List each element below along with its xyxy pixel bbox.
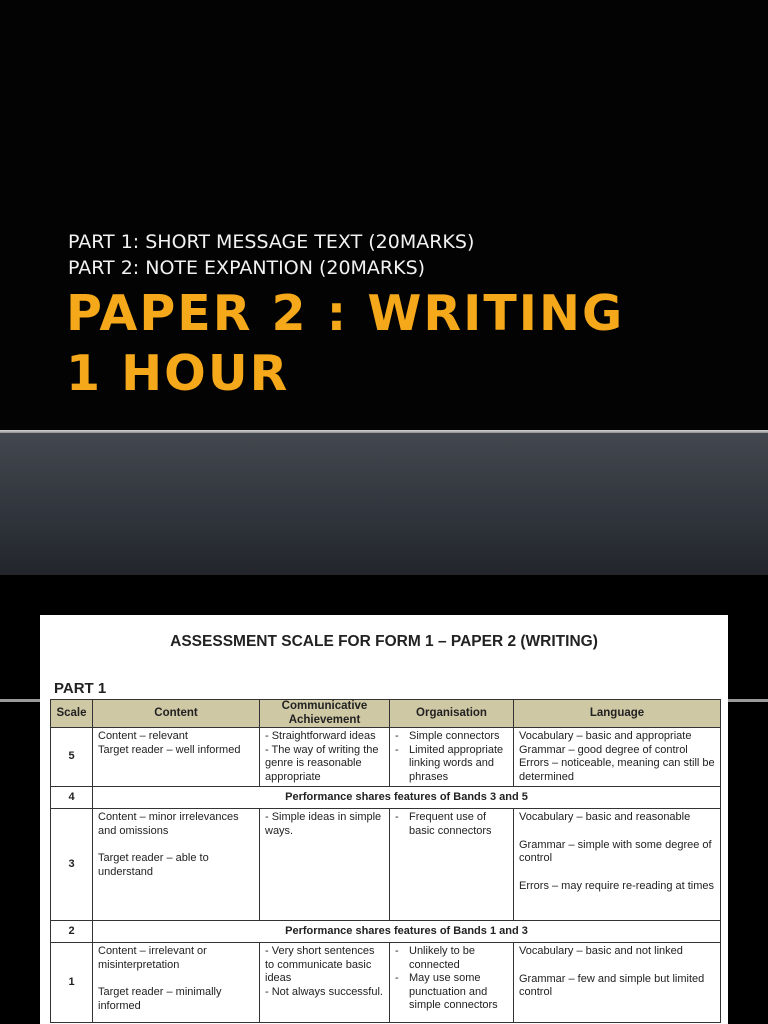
band-3-lang-line: Vocabulary – basic and reasonable — [519, 811, 691, 823]
band-1-comm-line: - Very short sentences to communicate basic ideas — [265, 945, 375, 984]
bullet-dash: - — [395, 730, 399, 742]
assessment-table — [50, 699, 721, 1023]
band-5-organisation — [390, 728, 514, 787]
document-title: ASSESSMENT SCALE FOR FORM 1 – PAPER 2 (WRITING) — [170, 633, 598, 650]
right-rule — [728, 699, 768, 702]
band-1-communicative — [260, 943, 390, 1023]
subtitle-line-part2: PART 2: NOTE EXPANTION (20MARKS) — [68, 257, 426, 279]
band-3-organisation — [390, 809, 514, 921]
band-5-scale: 5 — [51, 728, 93, 787]
band-3-org-line: Frequent use of basic connectors — [409, 811, 492, 837]
table-row-band-5 — [51, 728, 721, 787]
band-3-scale: 3 — [51, 809, 93, 921]
band-1-organisation — [390, 943, 514, 1023]
band-2-shared-text: Performance shares features of Bands 1 and 3 — [93, 921, 721, 943]
header-scale: Scale — [51, 700, 93, 728]
band-3-content-line: Content – minor irrelevances and omissions — [98, 811, 239, 837]
header-communicative: Communicative Achievement — [260, 700, 390, 728]
left-rule — [0, 699, 40, 702]
band-5-communicative — [260, 728, 390, 787]
bullet-dash: - — [395, 743, 399, 756]
band-5-lang-line: Errors – noticeable, meaning can still be determined — [519, 757, 715, 783]
decorative-band — [0, 433, 768, 575]
bullet-dash: - — [395, 945, 399, 957]
band-3-language — [514, 809, 721, 921]
bullet-dash: - — [395, 972, 399, 984]
band-5-lang-line: Grammar – good degree of control — [519, 743, 688, 756]
band-2-scale: 2 — [51, 921, 93, 943]
band-5-lang-line: Vocabulary – basic and appropriate — [519, 730, 692, 742]
slide-subtitle — [68, 229, 474, 281]
band-3-comm-line: - Simple ideas in simple ways. — [265, 811, 382, 837]
band-5-content-line: Content – relevant — [98, 730, 188, 742]
subtitle-line-part1: PART 1: SHORT MESSAGE TEXT (20MARKS) — [68, 231, 475, 253]
header-content: Content — [93, 700, 260, 728]
band-1-comm-line: - Not always successful. — [265, 985, 383, 998]
band-4-shared-text: Performance shares features of Bands 3 and 5 — [93, 787, 721, 809]
title-line-2: 1 HOUR — [66, 345, 290, 402]
band-5-org-line: Simple connectors — [409, 730, 500, 742]
band-5-content — [93, 728, 260, 787]
table-row-band-2 — [51, 921, 721, 943]
band-5-comm-line: - Straightforward ideas — [265, 730, 376, 742]
band-3-content-line: Target reader – able to understand — [98, 852, 209, 878]
band-1-scale: 1 — [51, 943, 93, 1023]
slide-title — [66, 284, 624, 404]
table-row-band-4 — [51, 787, 721, 809]
header-language: Language — [514, 700, 721, 728]
band-1-content-line: Content – irrelevant or misinterpretation — [98, 945, 207, 971]
band-3-content — [93, 809, 260, 921]
band-5-comm-line: - The way of writing the genre is reasonable appropriate — [265, 743, 379, 783]
band-3-lang-line: Errors – may require re-reading at times — [519, 879, 715, 892]
assessment-document-image — [40, 615, 728, 1024]
title-line-1: PAPER 2 : WRITING — [66, 285, 625, 342]
band-1-lang-line: Grammar – few and simple but limited control — [519, 972, 705, 998]
band-1-content — [93, 943, 260, 1023]
band-3-lang-line: Grammar – simple with some degree of control — [519, 838, 712, 864]
table-row-band-3 — [51, 809, 721, 921]
band-5-language — [514, 728, 721, 787]
bullet-dash: - — [395, 811, 399, 823]
part-label: PART 1 — [54, 680, 107, 697]
band-1-content-line: Target reader – minimally informed — [98, 986, 222, 1012]
header-organisation: Organisation — [390, 700, 514, 728]
table-row-band-1 — [51, 943, 721, 1023]
band-1-language — [514, 943, 721, 1023]
band-1-org-line: May use some punctuation and simple connectors — [409, 972, 498, 1011]
band-1-lang-line: Vocabulary – basic and not linked — [519, 945, 683, 957]
band-1-org-line: Unlikely to be connected — [409, 945, 476, 971]
band-5-content-line: Target reader – well informed — [98, 743, 241, 756]
table-header-row — [51, 700, 721, 728]
band-5-org-line: Limited appropriate linking words and phrases — [409, 743, 504, 783]
band-4-scale: 4 — [51, 787, 93, 809]
band-3-communicative — [260, 809, 390, 921]
